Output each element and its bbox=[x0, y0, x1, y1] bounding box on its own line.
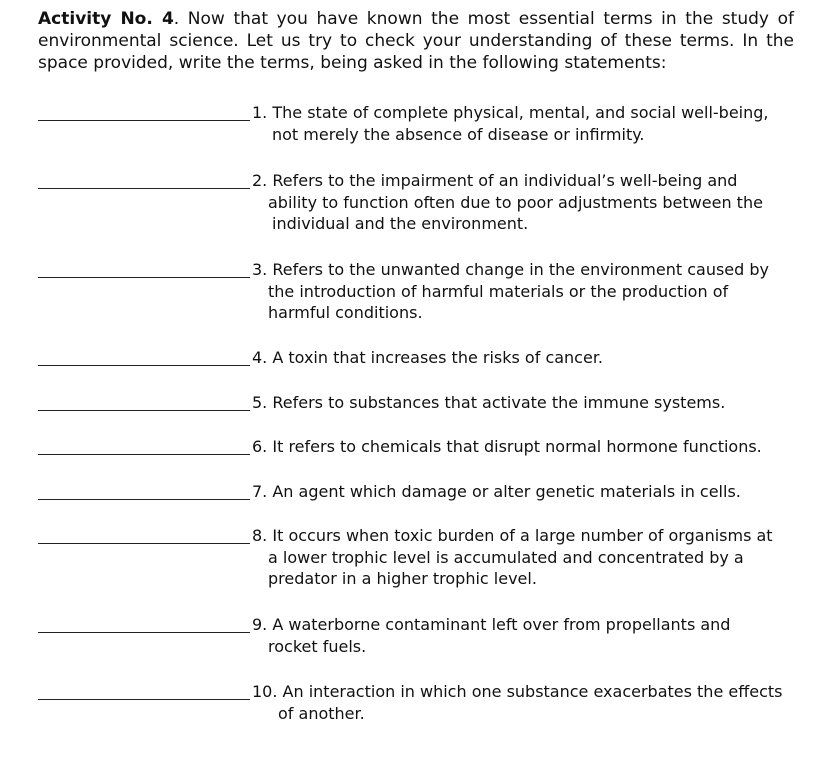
answer-blank[interactable] bbox=[38, 259, 250, 278]
question-line: It refers to chemicals that disrupt normal hormone functions. bbox=[272, 437, 762, 456]
answer-blank[interactable] bbox=[38, 170, 250, 189]
question-number: 9. bbox=[252, 615, 268, 634]
question-line: individual and the environment. bbox=[272, 214, 529, 233]
answer-blank[interactable] bbox=[38, 392, 250, 411]
question-line: of another. bbox=[278, 703, 365, 723]
question-item bbox=[38, 436, 798, 458]
question-text bbox=[250, 481, 798, 503]
question-number: 2. bbox=[252, 171, 268, 190]
question-line: not merely the absence of disease or infirmity. bbox=[272, 124, 645, 144]
activity-instructions bbox=[38, 8, 794, 74]
instructions-text: . Now that you have known the most essential terms in the study of environmental science. Let us try to check your understanding of these terms. In the space provided, write the terms, being asked in the following statements: bbox=[38, 9, 794, 73]
answer-blank[interactable] bbox=[38, 347, 250, 366]
question-line: A waterborne contaminant left over from propellants and bbox=[272, 615, 731, 634]
question-item bbox=[38, 525, 798, 590]
answer-blank[interactable] bbox=[38, 436, 250, 455]
question-line: An interaction in which one substance exacerbates the effects bbox=[282, 682, 783, 701]
question-line: It occurs when toxic burden of a large number of organisms at bbox=[272, 526, 773, 545]
question-number: 1. bbox=[252, 103, 268, 122]
question-text bbox=[250, 347, 798, 369]
question-item bbox=[38, 481, 798, 503]
question-text bbox=[250, 614, 798, 657]
question-line: A toxin that increases the risks of cancer. bbox=[272, 348, 604, 367]
question-text bbox=[250, 525, 798, 590]
question-number: 5. bbox=[252, 393, 268, 412]
question-line: harmful conditions. bbox=[268, 303, 423, 322]
question-item bbox=[38, 614, 798, 657]
answer-blank[interactable] bbox=[38, 481, 250, 500]
question-line: ability to function often due to poor adjustments between the bbox=[268, 192, 763, 212]
answer-blank[interactable] bbox=[38, 525, 250, 544]
question-number: 10. bbox=[252, 682, 278, 701]
question-line: the introduction of harmful materials or the production of bbox=[268, 281, 729, 301]
question-text bbox=[250, 392, 798, 414]
activity-title: Activity No. 4 bbox=[38, 9, 174, 29]
question-line: Refers to the unwanted change in the environment caused by bbox=[272, 260, 769, 279]
question-item bbox=[38, 259, 798, 324]
question-line: Refers to the impairment of an individual’s well-being and bbox=[272, 171, 738, 190]
question-number: 7. bbox=[252, 482, 268, 501]
question-text bbox=[250, 102, 798, 145]
question-text bbox=[250, 259, 798, 324]
answer-blank[interactable] bbox=[38, 614, 250, 633]
question-number: 6. bbox=[252, 437, 268, 456]
question-text bbox=[250, 436, 798, 458]
question-item bbox=[38, 347, 798, 369]
question-item bbox=[38, 392, 798, 414]
question-number: 8. bbox=[252, 526, 268, 545]
question-item bbox=[38, 681, 798, 724]
question-line: The state of complete physical, mental, and social well-being, bbox=[272, 103, 769, 122]
question-number: 4. bbox=[252, 348, 268, 367]
question-item bbox=[38, 170, 798, 235]
question-item bbox=[38, 102, 798, 145]
answer-blank[interactable] bbox=[38, 681, 250, 700]
question-line: An agent which damage or alter genetic materials in cells. bbox=[272, 482, 741, 501]
question-line: a lower trophic level is accumulated and concentrated by a bbox=[268, 547, 744, 567]
question-line: rocket fuels. bbox=[268, 636, 367, 656]
question-line: predator in a higher trophic level. bbox=[268, 569, 537, 588]
question-text bbox=[250, 681, 798, 724]
question-line: Refers to substances that activate the immune systems. bbox=[272, 393, 726, 412]
question-number: 3. bbox=[252, 260, 268, 279]
answer-blank[interactable] bbox=[38, 102, 250, 121]
question-text bbox=[250, 170, 798, 235]
